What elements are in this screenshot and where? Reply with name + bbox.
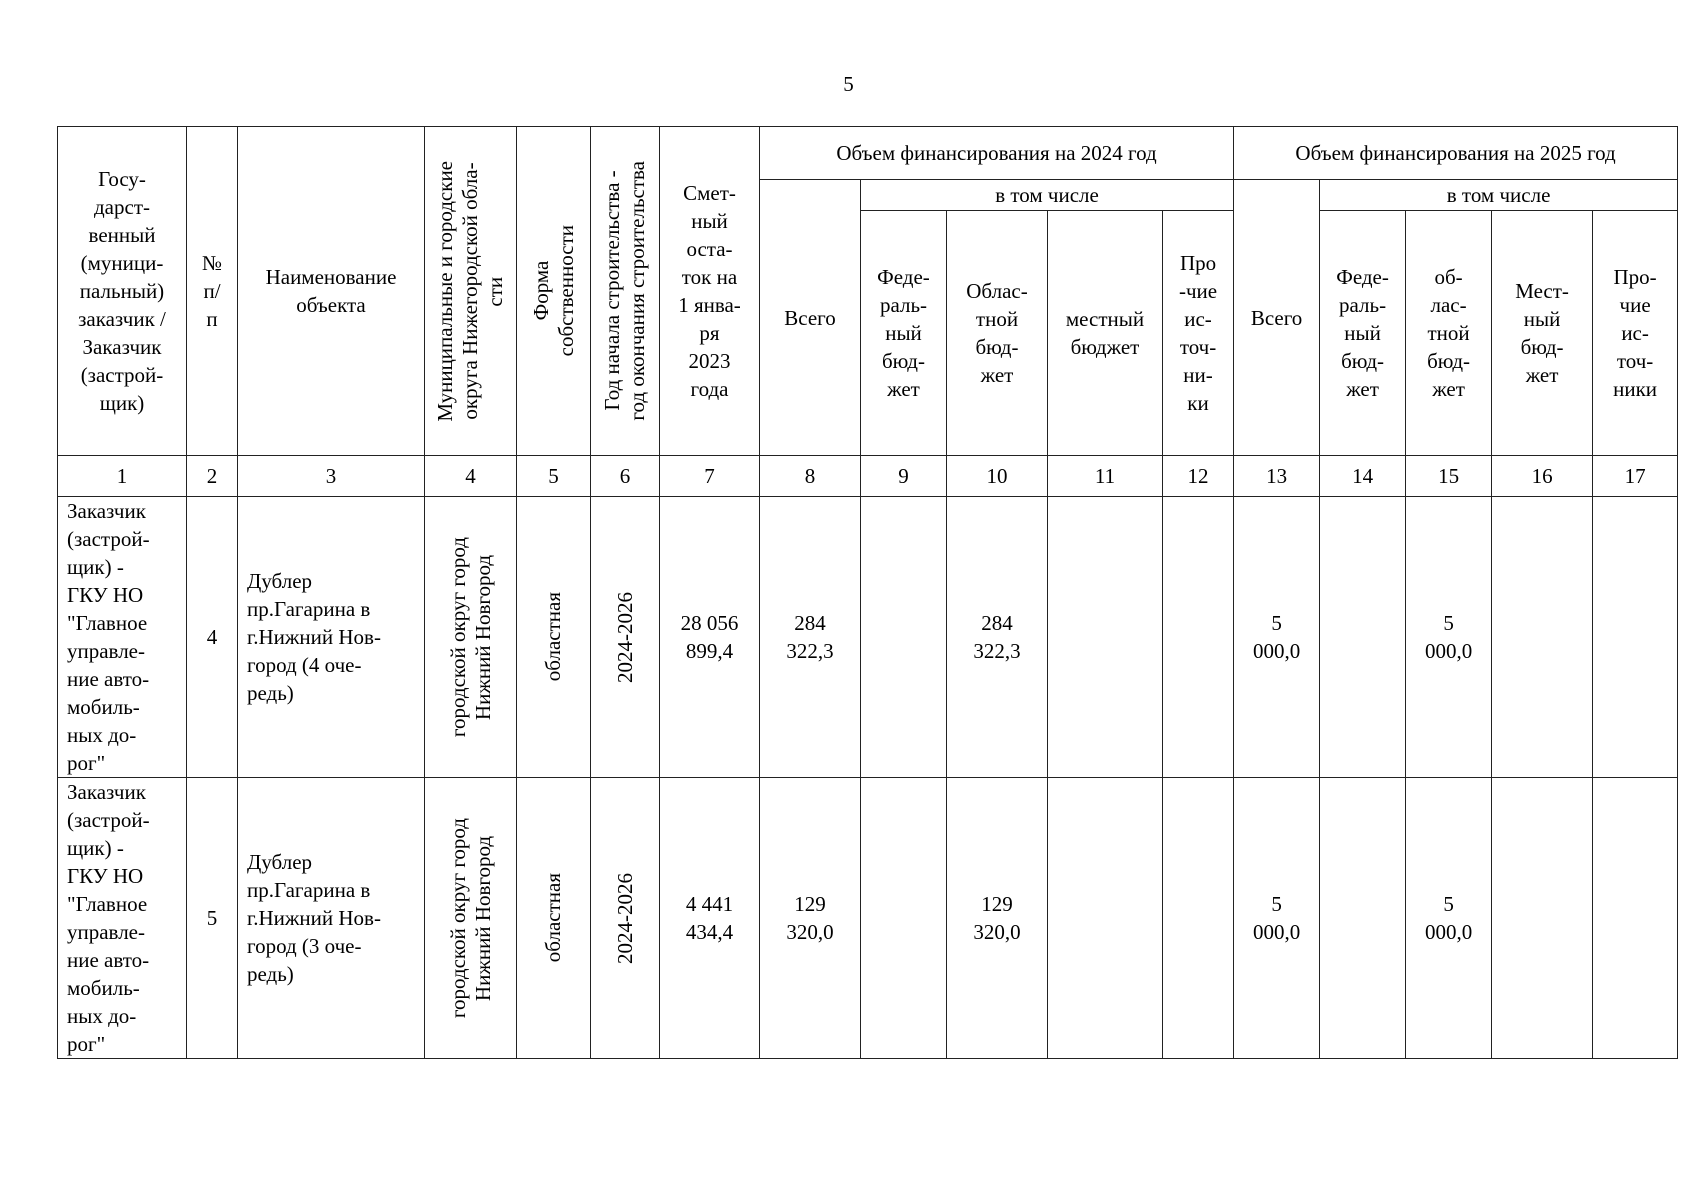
regional-2024-cell: 129 320,0 [947, 778, 1048, 1059]
header-years-text: Год начала строительства - год окончания строительства [600, 161, 649, 421]
column-number: 5 [517, 456, 591, 497]
ownership-text: областная [541, 873, 565, 963]
column-number: 7 [660, 456, 760, 497]
federal-2024-cell [861, 497, 947, 778]
total-2025-cell: 5 000,0 [1234, 497, 1320, 778]
local-2024-cell [1048, 778, 1163, 1059]
other-2025-cell [1593, 497, 1678, 778]
column-number-row [58, 456, 1678, 497]
ownership-cell [517, 778, 591, 1059]
column-number: 6 [591, 456, 660, 497]
local-2024-cell [1048, 497, 1163, 778]
municipality-text: городской округ город Нижний Новгород [445, 817, 495, 1019]
header-customer: Госу- дарст- венный (муници- пальный) заказчик / Заказчик (застрой- щик) [58, 127, 187, 456]
column-number: 14 [1320, 456, 1406, 497]
ownership-cell [517, 497, 591, 778]
column-number: 1 [58, 456, 187, 497]
header-funding-2024: Объем финансирования на 2024 год [760, 127, 1234, 180]
column-number: 9 [861, 456, 947, 497]
header-estimate-balance: Смет- ный оста- ток на 1 янва- ря 2023 года [660, 127, 760, 456]
header-local-2025: Мест- ный бюд- жет [1492, 211, 1593, 456]
column-number: 10 [947, 456, 1048, 497]
header-total-2025: Всего [1234, 180, 1320, 456]
years-text: 2024-2026 [612, 872, 637, 964]
header-funding-2025: Объем финансирования на 2025 год [1234, 127, 1678, 180]
header-object-name: Наименование объекта [238, 127, 425, 456]
regional-2025-cell: 5 000,0 [1406, 497, 1492, 778]
total-2025-cell: 5 000,0 [1234, 778, 1320, 1059]
years-text: 2024-2026 [612, 591, 637, 683]
header-other-2025: Про- чие ис- точ- ники [1593, 211, 1678, 456]
column-number: 2 [187, 456, 238, 497]
number-cell: 4 [187, 497, 238, 778]
header-number: № п/ п [187, 127, 238, 456]
financing-table [57, 126, 1678, 1059]
other-2024-cell [1163, 497, 1234, 778]
column-number: 15 [1406, 456, 1492, 497]
header-local-2024: местный бюджет [1048, 211, 1163, 456]
column-number: 8 [760, 456, 861, 497]
column-number: 16 [1492, 456, 1593, 497]
header-regional-2024: Облас- тной бюд- жет [947, 211, 1048, 456]
local-2025-cell [1492, 778, 1593, 1059]
object-name-cell: Дублер пр.Гагарина в г.Нижний Нов- город (3 оче- редь) [238, 778, 425, 1059]
table-row [58, 497, 1678, 778]
page-number: 5 [843, 72, 854, 96]
number-cell: 5 [187, 778, 238, 1059]
header-years [591, 127, 660, 456]
column-number: 13 [1234, 456, 1320, 497]
federal-2025-cell [1320, 497, 1406, 778]
customer-cell: Заказчик (застрой- щик) - ГКУ НО "Главное управле- ние авто- мобиль- ных до- рог" [58, 778, 187, 1059]
federal-2025-cell [1320, 778, 1406, 1059]
header-federal-2024: Феде- раль- ный бюд- жет [861, 211, 947, 456]
header-municipalities [425, 127, 517, 456]
federal-2024-cell [861, 778, 947, 1059]
header-regional-2025: об- лас- тной бюд- жет [1406, 211, 1492, 456]
column-number: 11 [1048, 456, 1163, 497]
header-including-2025: в том числе [1320, 180, 1678, 211]
other-2025-cell [1593, 778, 1678, 1059]
header-federal-2025: Феде- раль- ный бюд- жет [1320, 211, 1406, 456]
total-2024-cell: 129 320,0 [760, 778, 861, 1059]
municipality-cell [425, 497, 517, 778]
object-name-cell: Дублер пр.Гагарина в г.Нижний Нов- город (4 оче- редь) [238, 497, 425, 778]
column-number: 4 [425, 456, 517, 497]
other-2024-cell [1163, 778, 1234, 1059]
ownership-text: областная [541, 592, 565, 682]
column-number: 3 [238, 456, 425, 497]
regional-2025-cell: 5 000,0 [1406, 778, 1492, 1059]
regional-2024-cell: 284 322,3 [947, 497, 1048, 778]
municipality-text: городской округ город Нижний Новгород [445, 536, 495, 738]
local-2025-cell [1492, 497, 1593, 778]
years-cell [591, 778, 660, 1059]
estimate-balance-cell: 28 056 899,4 [660, 497, 760, 778]
header-including-2024: в том числе [861, 180, 1234, 211]
column-number: 17 [1593, 456, 1678, 497]
header-municipalities-text: Муниципальные и городские округа Нижегородской обла- сти [433, 160, 507, 422]
header-other-2024: Про -чие ис- точ- ни- ки [1163, 211, 1234, 456]
customer-cell: Заказчик (застрой- щик) - ГКУ НО "Главное управле- ние авто- мобиль- ных до- рог" [58, 497, 187, 778]
header-total-2024: Всего [760, 180, 861, 456]
header-ownership [517, 127, 591, 456]
table-row [58, 778, 1678, 1059]
column-number: 12 [1163, 456, 1234, 497]
municipality-cell [425, 778, 517, 1059]
header-ownership-text: Форма собственности [528, 225, 578, 357]
total-2024-cell: 284 322,3 [760, 497, 861, 778]
years-cell [591, 497, 660, 778]
estimate-balance-cell: 4 441 434,4 [660, 778, 760, 1059]
